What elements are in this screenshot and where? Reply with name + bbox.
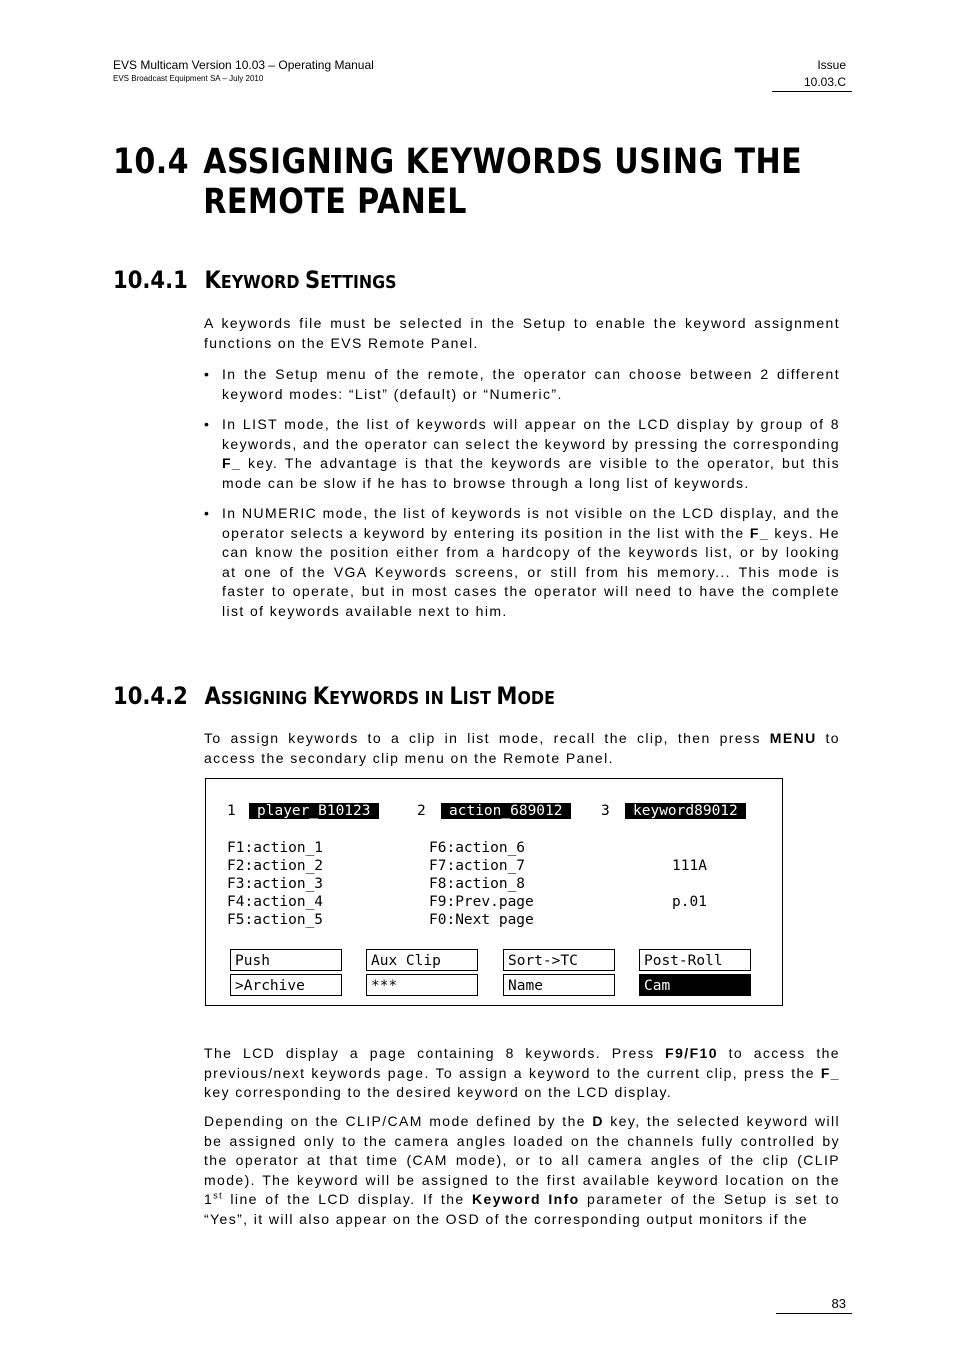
keyword-mode-list	[204, 365, 840, 632]
chapter-heading	[113, 142, 802, 222]
lcd-key-f9: F9:Prev.page	[429, 894, 534, 910]
footer-rule	[776, 1313, 852, 1314]
header-rule	[772, 91, 852, 92]
lcd-key-f4: F4:action_4	[227, 894, 324, 910]
lcd-button-aux-clip: Aux Clip	[366, 949, 478, 971]
lcd-key-f1: F1:action_1	[227, 840, 324, 856]
lcd-button-sort-tc: Sort->TC	[503, 949, 615, 971]
section-heading-list-mode: 10.4.2 ASSIGNING KEYWORDS IN LIST MODE	[113, 682, 555, 710]
lcd-page-description: The LCD display a page containing 8 keywords. Press F9/F10 to access the previous/next keywords page. To assign a keyword to the current clip, press the F_ key corresponding to the desired keyword on the LCD display.	[204, 1045, 840, 1100]
bullet-icon: •	[204, 366, 211, 382]
lcd-button-push: Push	[230, 949, 342, 971]
chapter-number: 10.4	[113, 142, 189, 182]
bullet-icon: •	[204, 505, 211, 521]
bullet-icon: •	[204, 416, 211, 432]
lcd-slot1-number: 1	[227, 803, 236, 819]
lcd-button-cam: Cam	[639, 974, 751, 996]
list-item: • In the Setup menu of the remote, the operator can choose between 2 different keyword modes: “List” (default) or “Numeric”.	[204, 366, 840, 402]
lcd-key-f3: F3:action_3	[227, 876, 324, 892]
lcd-slot3-value: keyword89012	[625, 803, 746, 819]
clip-cam-mode-description: Depending on the CLIP/CAM mode defined by the D key, the selected keyword will be assigned only to the camera angles loaded on the channels fully controlled by the operator at that time (CAM mode), or to all camera angles of the clip (CLIP mode). The keyword will be assigned to the first available keyword location on the 1st line of the LCD display. If the Keyword Info parameter of the Setup is set to “Yes”, it will also appear on the OSD of the corresponding output monitors if the	[204, 1113, 840, 1227]
lcd-slot2-number: 2	[417, 803, 426, 819]
lcd-button-name: Name	[503, 974, 615, 996]
lcd-key-f5: F5:action_5	[227, 912, 324, 928]
lcd-page-indicator: p.01	[672, 894, 707, 910]
list-mode-intro: To assign keywords to a clip in list mode, recall the clip, then press MENU to access the secondary clip menu on the Remote Panel.	[204, 730, 840, 766]
lcd-button-archive: >Archive	[230, 974, 342, 996]
lcd-key-f7: F7:action_7	[429, 858, 526, 874]
issue-number: 10.03.C	[803, 75, 846, 89]
chapter-title-line1: ASSIGNING KEYWORDS USING THE	[203, 142, 803, 182]
lcd-slot1-value: player_B10123	[249, 803, 379, 819]
lcd-display	[205, 778, 783, 1006]
lcd-button-post-roll: Post-Roll	[639, 949, 751, 971]
list-item: • In NUMERIC mode, the list of keywords is not visible on the LCD display, and the operator selects a keyword by entering its position in the list with the F_ keys. He can know the position either from a hardcopy of the keywords list, or by looking at one of the VGA Keywords screens, or still from his memory... This mode is faster to operate, but in most cases the operator will need to have the complete list of keywords available next to him.	[204, 505, 840, 619]
issue-label: Issue	[817, 58, 846, 72]
lcd-clip-id: 111A	[672, 858, 707, 874]
lcd-button-blank: ***	[366, 974, 478, 996]
section-heading-keyword-settings: 10.4.1 KEYWORD SETTINGS	[113, 266, 397, 294]
list-item: • In LIST mode, the list of keywords will appear on the LCD display by group of 8 keywords, and the operator can select the keyword by pressing the corresponding F_ key. The advantage is that the keywords are visible to the operator, but this mode can be slow if he has to browse through a long list of keywords.	[204, 416, 840, 491]
section-number: 10.4.2	[113, 682, 188, 710]
manual-title: EVS Multicam Version 10.03 – Operating Manual	[113, 58, 374, 72]
lcd-slot3-number: 3	[601, 803, 610, 819]
section-number: 10.4.1	[113, 266, 188, 294]
lcd-key-f2: F2:action_2	[227, 858, 324, 874]
chapter-title-line2: REMOTE PANEL	[203, 182, 467, 222]
company-line: EVS Broadcast Equipment SA – July 2010	[113, 74, 264, 83]
page-number: 83	[831, 1296, 846, 1311]
lcd-key-f0: F0:Next page	[429, 912, 534, 928]
lcd-key-f8: F8:action_8	[429, 876, 526, 892]
lcd-slot2-value: action_689012	[441, 803, 571, 819]
keyword-settings-intro: A keywords file must be selected in the Setup to enable the keyword assignment functions on the EVS Remote Panel.	[204, 315, 840, 351]
lcd-key-f6: F6:action_6	[429, 840, 526, 856]
